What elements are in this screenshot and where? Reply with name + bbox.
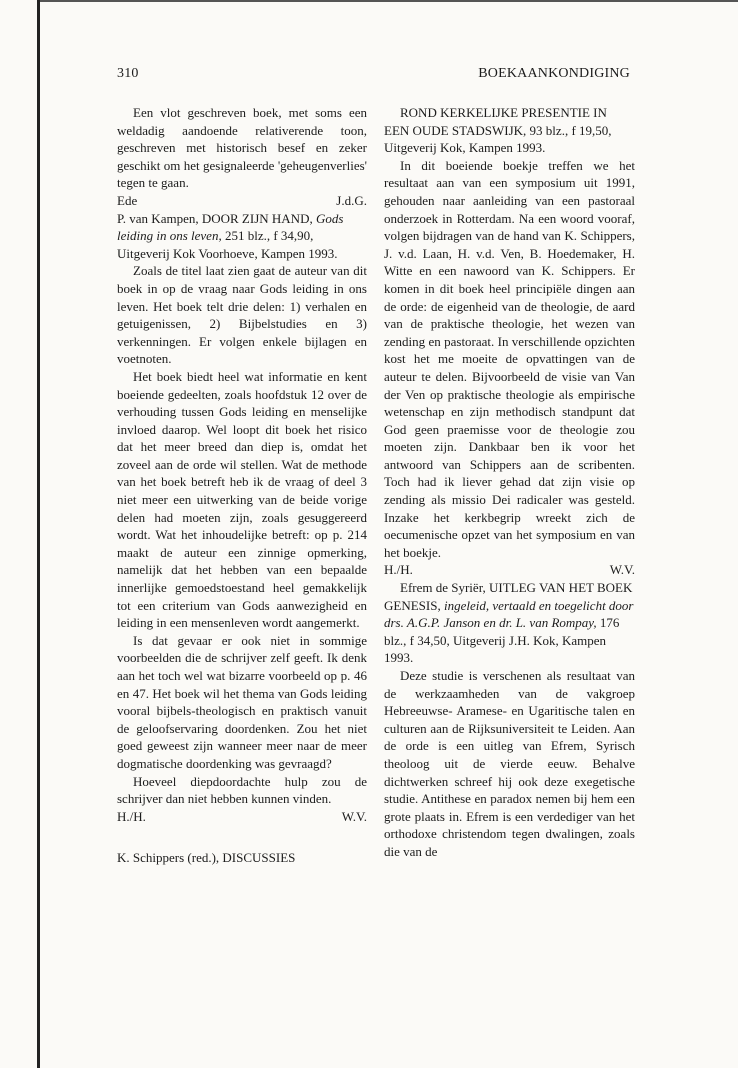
book-entry: P. van Kampen, DOOR ZIJN HAND, Gods leiding in ons leven, 251 blz., f 34,90, Uitgeverij Kok Voorhoeve, Kampen 1993. xyxy=(117,210,344,261)
signature-initials: W.V. xyxy=(609,562,635,578)
signature-place: H./H. xyxy=(117,808,146,824)
paragraph: Is dat gevaar er ook niet in sommige voorbeelden die de schrijver zelf geeft. Ik denk aan het toch wel wat bizarre voorbeeld op p. 46 en 47. Het boek wil het thema van Gods leiding vooral bijbels-theologisch en praktisch vanuit de geloofservaring doordenken. Zou het niet goed geweest zijn wanneer meer naar de meer dogmatische doordenking was gevraagd? xyxy=(117,632,367,771)
page-number: 310 xyxy=(117,66,139,81)
signature xyxy=(384,561,635,579)
scan-edge-left xyxy=(37,0,40,1068)
signature-initials: W.V. xyxy=(341,808,367,824)
running-title: BOEKAANKONDIGING xyxy=(478,66,630,81)
book-entry: Efrem de Syriër, UITLEG VAN HET BOEK GENESIS, ingeleid, vertaald en toegelicht door drs. A.G.P. Janson en dr. L. van Rompay, 176 blz., f 34,50, Uitgeverij J.H. Kok, Kampen 1993. xyxy=(384,580,634,666)
right-column xyxy=(384,104,635,861)
book-entry: K. Schippers (red.), DISCUSSIES xyxy=(117,850,296,866)
signature-place: Ede xyxy=(117,192,138,208)
signature xyxy=(117,192,367,210)
book-entry-continued: ROND KERKELIJKE PRESENTIE IN EEN OUDE STADSWIJK, 93 blz., f 19,50, Uitgeverij Kok, Kampen 1993. xyxy=(384,105,612,156)
signature-initials: J.d.G. xyxy=(336,192,367,208)
paragraph: Hoeveel diepdoordachte hulp zou de schrijver dan niet hebben kunnen vinden. xyxy=(117,773,367,807)
signature xyxy=(117,808,367,826)
left-column xyxy=(117,104,367,867)
paragraph: Zoals de titel laat zien gaat de auteur van dit boek in op de vraag naar Gods leiding in ons leven. Het boek telt drie delen: 1) verhalen en getuigenissen, 2) Bijbelstudies en 3) verkenningen. Er volgen enkele bijlagen en voetnoten. xyxy=(117,263,367,367)
review-closing-paragraph: Een vlot geschreven boek, met soms een weldadig aandoende relativerende toon, geschreven met historisch besef en zeker geschikt om het gesignaleerde 'geheugenverlies' tegen te gaan. xyxy=(117,105,367,191)
paragraph: Deze studie is verschenen als resultaat van de werkzaamheden van de vakgroep Hebreeuwse- Aramese- en Ugaritische talen en culturen aan de Rijksuniversiteit te Leiden. Aan de orde is een uitleg van Efrem, Syrisch theoloog uit de vierde eeuw. Behalve dichtwerken schreef hij ook deze exegetische studie. Antithese en paradox nemen bij hem een grote plaats in. Efrem is een verdediger van het orthodoxe christendom tegen dwalingen, zoals die van de xyxy=(384,668,635,859)
paragraph: In dit boeiende boekje treffen we het resultaat aan van een symposium uit 1991, gehouden naar aanleiding van een pastoraal onderzoek in Rotterdam. Na een woord vooraf, volgen bijdragen van de hand van K. Schippers, J. v.d. Laan, H. v.d. Ven, B. Hoedemaker, H. Witte en een nawoord van K. Schippers. Er komen in dit boek heel principiële dingen aan de orde: de eigenheid van de theologie, de aard van de praktische theologie, het wezen van zending en pastoraat. In verschillende opzichten kost het me moeite de opvattingen van de auteur te delen. Bijvoorbeeld de visie van Van der Ven op praktische theologie als empirische wetenschap en zijn methodisch standpunt dat God geen praemisse voor de theologie zou moeten zijn. Dankbaar ben ik voor het antwoord van Schippers aan de scribenten. Toch had ik liever gehad dat zijn visie op zending als missio Dei radicaler was gesteld. Inzake het kerkbegrip wreekt zich de oecumenische opzet van het symposium en van het boekje. xyxy=(384,157,635,560)
signature-place: H./H. xyxy=(384,562,413,578)
scan-edge-top xyxy=(40,0,738,2)
paragraph: Het boek biedt heel wat informatie en kent boeiende gedeelten, zoals hoofdstuk 12 over de verhouding tussen Gods leiding en menselijke invloed daarop. Wel loopt dit boek het risico dat het meer breed dan diep is, omdat het zoveel aan de orde wil stellen. Wat de methode van het boek betreft heb ik de vraag of deel 3 niet meer een uitwerking van de beide vorige delen had moeten zijn, zoals gesuggereerd wordt. Wat het inhoudelijke betreft: op p. 214 maakt de auteur een zinnige opmerking, namelijk dat het hebben van een bepaalde innerlijke gemoedstoestand heel gemakkelijk tot een criterium van Gods aanwezigheid en leiding in een mensenleven wordt aangemerkt. xyxy=(117,368,367,631)
